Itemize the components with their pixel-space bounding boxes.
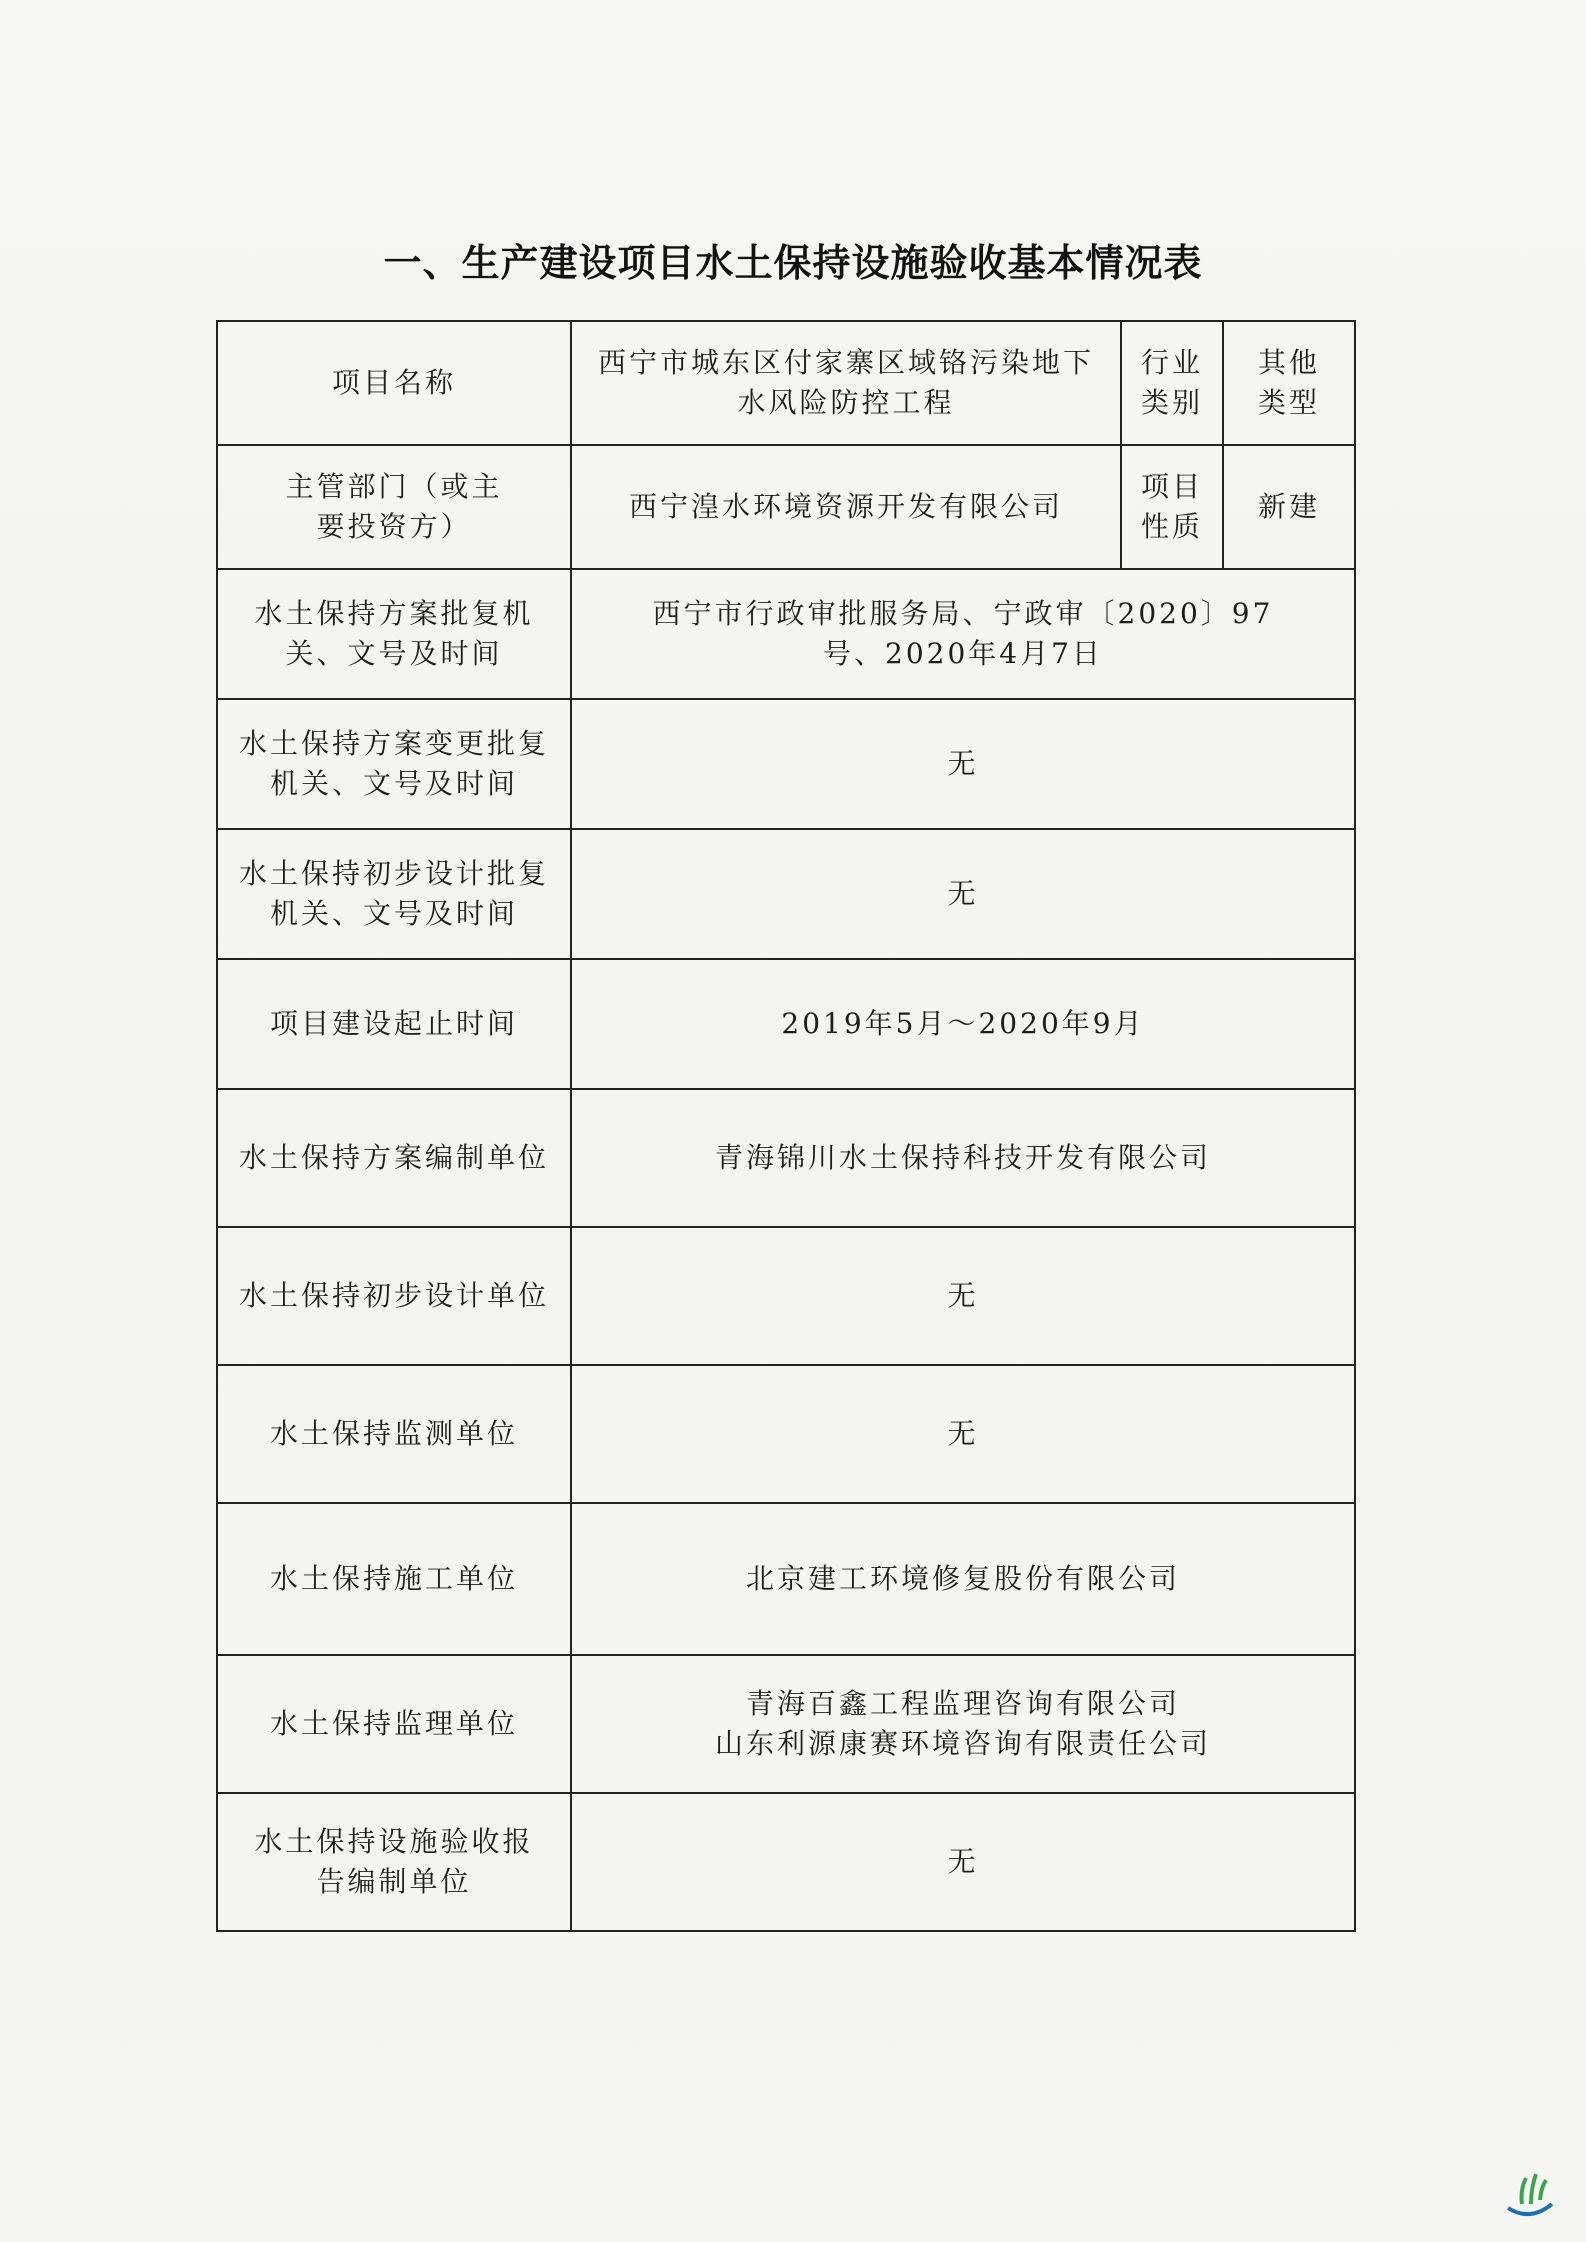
table-row: [217, 1365, 1355, 1503]
row-value: 北京建工环境修复股份有限公司: [571, 1503, 1355, 1655]
row-value: 无: [571, 829, 1355, 959]
table-row: [217, 445, 1355, 569]
page-title: 一、生产建设项目水土保持设施验收基本情况表: [383, 241, 1203, 285]
table-row: [217, 829, 1355, 959]
row-label-secondary: 行业类别: [1121, 321, 1223, 445]
row-value-line: 山东利源康赛环境咨询有限责任公司: [714, 1727, 1211, 1760]
row-value: 西宁市行政审批服务局、宁政审〔2020〕97号、2020年4月7日: [571, 569, 1355, 699]
row-value: 无: [571, 1365, 1355, 1503]
row-label: 水土保持施工单位: [217, 1503, 571, 1655]
row-label: 水土保持初步设计单位: [217, 1227, 571, 1365]
row-label: 项目名称: [217, 321, 571, 445]
row-label: 水土保持方案变更批复机关、文号及时间: [217, 699, 571, 829]
row-value: 无: [571, 1793, 1355, 1931]
row-label: 水土保持设施验收报告编制单位: [217, 1793, 571, 1931]
table-row: [217, 1793, 1355, 1931]
row-label: 项目建设起止时间: [217, 959, 571, 1089]
row-label: 水土保持监理单位: [217, 1655, 571, 1793]
row-value: 西宁市城东区付家寨区域铬污染地下水风险防控工程: [571, 321, 1121, 445]
row-label: 水土保持初步设计批复机关、文号及时间: [217, 829, 571, 959]
row-value-secondary: 其他类型: [1223, 321, 1355, 445]
row-value: 无: [571, 1227, 1355, 1365]
watermark-logo-icon: [1500, 2164, 1560, 2224]
table-row: [217, 1227, 1355, 1365]
table-row: [217, 1503, 1355, 1655]
row-label: 水土保持监测单位: [217, 1365, 571, 1503]
row-value: 无: [571, 699, 1355, 829]
row-label: 主管部门（或主要投资方）: [217, 445, 571, 569]
row-value: 2019年5月～2020年9月: [571, 959, 1355, 1089]
table-row: [217, 321, 1355, 445]
row-label: 水土保持方案批复机关、文号及时间: [217, 569, 571, 699]
row-label-secondary: 项目性质: [1121, 445, 1223, 569]
row-value-line: 青海百鑫工程监理咨询有限公司: [745, 1687, 1180, 1720]
table-row: [217, 959, 1355, 1089]
row-value: 青海锦川水土保持科技开发有限公司: [571, 1089, 1355, 1227]
row-value-multiline: [571, 1655, 1355, 1793]
table-row: [217, 1655, 1355, 1793]
table-row: [217, 569, 1355, 699]
table-row: [217, 699, 1355, 829]
table-row: [217, 1089, 1355, 1227]
row-value: 西宁湟水环境资源开发有限公司: [571, 445, 1121, 569]
row-value-secondary: 新建: [1223, 445, 1355, 569]
row-label: 水土保持方案编制单位: [217, 1089, 571, 1227]
info-table: [216, 320, 1356, 1932]
